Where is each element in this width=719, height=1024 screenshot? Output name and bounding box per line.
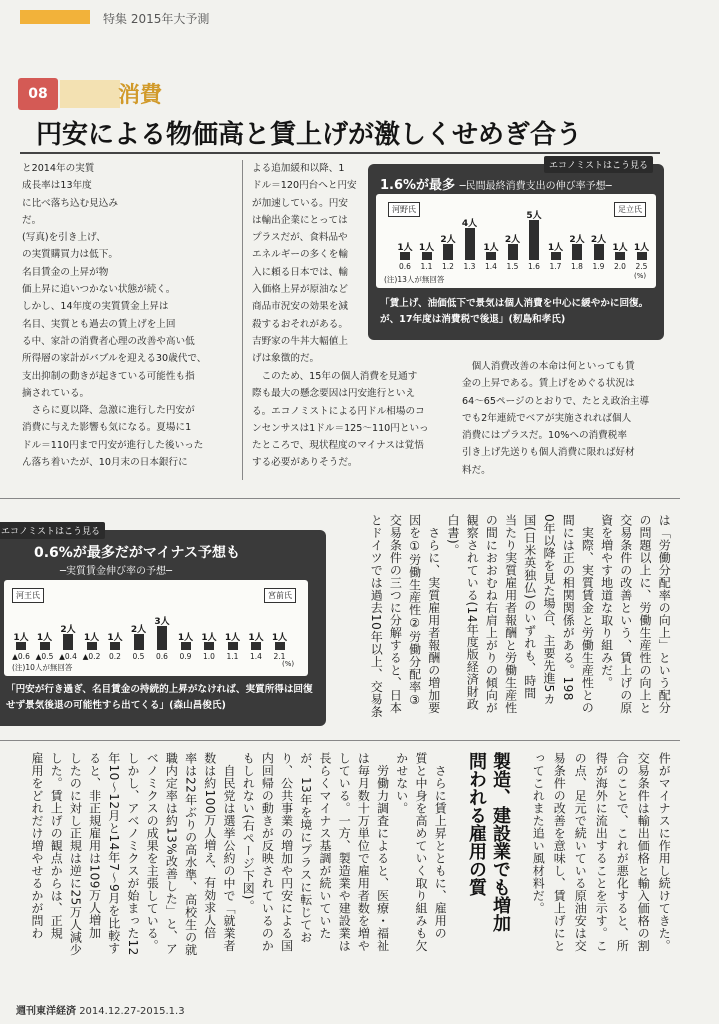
vertical-text-line: かせない。 bbox=[394, 752, 409, 815]
text-line: る中、家計の消費者心理の改善や高い低 bbox=[22, 335, 195, 347]
vertical-text-line: 易条件の改善を意味し、賃上げにと bbox=[552, 752, 567, 952]
vertical-text-line: 観察されている(14年度版経済財政 bbox=[465, 514, 480, 711]
vertical-text-line: 0年以降を見た場合、主要先進5カ bbox=[542, 514, 556, 706]
chart-bar bbox=[204, 642, 214, 650]
text-line: しかし、14年度の実質賃金上昇は bbox=[22, 301, 169, 313]
chart-panel-consumption bbox=[368, 161, 664, 340]
vertical-text-line: 交易条件は輸出価格と輸入価格の割 bbox=[636, 752, 651, 952]
vertical-text-line: ってこれまた追い風材料だ。 bbox=[531, 752, 546, 915]
chart-bar bbox=[572, 244, 582, 260]
text-line: エネルギーの多くを輸 bbox=[252, 249, 348, 261]
chart-tick-label: 1.5 bbox=[506, 262, 519, 271]
chart-tag: エコノミストはこう見る bbox=[544, 156, 653, 173]
text-line: する必要がありそうだ。 bbox=[252, 457, 358, 469]
chart-bar bbox=[63, 634, 73, 650]
text-line: 名目、実質とも過去の賃上げを上回 bbox=[22, 318, 176, 330]
vertical-text-line: 交易条件の三つに分解すると、日本 bbox=[388, 514, 403, 714]
text-line: が加速している。円安 bbox=[252, 197, 348, 209]
text-line: 価上昇に追いつかない状態が続く。 bbox=[22, 284, 176, 296]
body-column-2 bbox=[252, 160, 364, 368]
chart-title-main: 0.6%が最多だがマイナス予想も bbox=[34, 545, 240, 561]
text-line: でも2年連続でベアが実施されれば個人 bbox=[462, 412, 632, 424]
chart-data-label: 1人 bbox=[418, 243, 435, 253]
vertical-text-line: 職内定率は約13%改善した」と、ア bbox=[164, 752, 179, 956]
vertical-text-line: ベノミクスの成果を主張している。 bbox=[145, 752, 160, 952]
chart-tick-label: 1.9 bbox=[592, 262, 605, 271]
chart-tick-label: 0.9 bbox=[179, 652, 192, 661]
chart-plot-area bbox=[376, 194, 656, 288]
section-divider-lower bbox=[0, 740, 680, 741]
text-line: だ。 bbox=[22, 214, 42, 226]
vertical-text-line: さらに、実質雇用者報酬の増加要 bbox=[426, 514, 441, 714]
chart-data-label: 1人 bbox=[177, 633, 194, 643]
chart-data-label: 3人 bbox=[154, 617, 170, 627]
chart-bar bbox=[110, 642, 120, 650]
chart-tick-label: 0.2 bbox=[109, 652, 121, 661]
chart-tick-label: ▲0.6 bbox=[12, 652, 30, 661]
chart-tick-label: 1.4 bbox=[250, 652, 262, 661]
chart-bar bbox=[508, 244, 518, 260]
subheading-line-1: 製造、建設業でも増加 bbox=[490, 752, 511, 932]
text-line: 入に頼る日本では、輸 bbox=[252, 266, 348, 278]
chart-bar bbox=[443, 244, 453, 260]
chart-tick-label: ▲0.2 bbox=[82, 652, 101, 661]
text-line: ドル＝110円まで円安が進行した後いった bbox=[22, 439, 204, 451]
vertical-text-line: 質と中身を高めていく取り組みも欠 bbox=[414, 752, 428, 952]
chart-data-label: 1人 bbox=[633, 243, 650, 253]
chart-data-label: 1人 bbox=[612, 243, 628, 253]
chart-tick-label: 2.0 bbox=[614, 262, 626, 271]
vertical-text-line: している。一方、製造業や建設業は bbox=[337, 752, 352, 952]
chart-bar bbox=[637, 252, 647, 260]
chart-bar bbox=[157, 626, 167, 650]
vertical-text-line: とドイツでは過去10年以上、交易条 bbox=[369, 514, 384, 718]
chart-tick-label: 1.1 bbox=[420, 262, 433, 271]
vertical-text-line: した。賃上げの観点からは、正規 bbox=[49, 752, 64, 940]
vertical-text-line: 率は22年ぶりの高水準、高校生の就 bbox=[183, 752, 198, 956]
chart-data-label: 2人 bbox=[130, 625, 147, 635]
header-title: 2015年大予測 bbox=[130, 12, 210, 26]
vertical-text-line: 自民党は選挙公約の中で「就業者 bbox=[222, 752, 236, 952]
article-headline: 円安による物価高と賃上げが激しくせめぎ合う bbox=[36, 120, 583, 150]
page-footer bbox=[16, 1002, 185, 1017]
text-line: 所得層の家計がバブルを迎える30歳代で、 bbox=[22, 353, 207, 365]
body-column-3 bbox=[462, 358, 662, 479]
text-line: 入価格上昇が原油など bbox=[252, 284, 348, 296]
text-line: 名目賃金の上昇が物 bbox=[22, 266, 109, 278]
chart-bar bbox=[275, 642, 285, 650]
column-divider bbox=[242, 160, 243, 480]
chart-tick-label: 0.5 bbox=[132, 652, 145, 661]
vertical-text-line: 件がマイナスに作用し続けてきた。 bbox=[657, 752, 672, 952]
vertical-text-line: 得が海外に流出することを示す。こ bbox=[594, 752, 609, 952]
chart-data-label: 1人 bbox=[36, 633, 53, 643]
vertical-text-line: 内回帰の動きが反映されているのか bbox=[260, 752, 275, 952]
chart-unit: (%) bbox=[634, 272, 647, 280]
text-line: 殺するおそれがある。 bbox=[252, 318, 348, 330]
vertical-text-line: ると、非正規雇用は109万人増加 bbox=[87, 752, 102, 939]
section-label: 消費 bbox=[118, 83, 163, 108]
text-line: (写真)を引き上げ、 bbox=[22, 232, 106, 244]
text-line: 料だ。 bbox=[462, 464, 491, 476]
chart-bar bbox=[486, 252, 496, 260]
chart-tick-label: 1.6 bbox=[528, 262, 540, 271]
chart-bar bbox=[551, 252, 561, 260]
text-line: このため、15年の個人消費を見通す bbox=[252, 371, 418, 382]
vertical-text-line: の点、足元で続いている原油安は交 bbox=[573, 752, 588, 952]
chart-bar bbox=[529, 220, 539, 260]
vertical-text-line: 数は約100万人増え、有効求人倍 bbox=[202, 752, 217, 939]
text-line: さらに夏以降、急激に進行した円安が bbox=[22, 405, 195, 417]
text-line: ンセンサスは1ドル＝125～110円といっ bbox=[252, 422, 429, 434]
chart-data-label: 1人 bbox=[248, 633, 264, 643]
chart-bar bbox=[465, 228, 475, 260]
chart-bar bbox=[87, 642, 97, 650]
vertical-text-line: は「労働分配率の向上」という配分 bbox=[657, 514, 672, 714]
vertical-text-line: 国(日米英独仏)のいずれも、時間 bbox=[522, 514, 537, 700]
chart-data-label: 1人 bbox=[224, 633, 241, 643]
chart-bar bbox=[134, 634, 144, 650]
chart-data-label: 5人 bbox=[526, 211, 542, 221]
vertical-text-line: 実際、実質賃金と労働生産性との bbox=[580, 514, 595, 714]
text-line: は輸出企業にとっては bbox=[252, 214, 348, 226]
section-number-badge: 08 bbox=[18, 78, 58, 110]
vertical-text-line: したのに対し正規は逆に25万人減少 bbox=[68, 752, 83, 956]
chart-data-label: 2人 bbox=[504, 235, 521, 245]
vertical-text-line: 当たり実質雇用者報酬と労働生産性 bbox=[503, 514, 518, 714]
text-line: 消費に与えた影響も気になる。夏場に1 bbox=[22, 422, 192, 434]
chart-tick-label: 1.2 bbox=[442, 262, 454, 271]
chart-bar bbox=[615, 252, 625, 260]
chart-tick-label: 1.0 bbox=[203, 652, 215, 661]
header-section: 特集 bbox=[103, 12, 128, 26]
footer-date: 2014.12.27-2015.1.3 bbox=[79, 1006, 185, 1017]
vertical-text-line: もしれない(右ページ下図)。 bbox=[241, 752, 256, 913]
chart-data-label: 4人 bbox=[461, 219, 478, 229]
text-line: よる追加緩和以降、1 bbox=[252, 163, 345, 174]
text-line: 64～65ページのとおりで、たとえ政治主導 bbox=[462, 395, 650, 407]
chart-unit: (%) bbox=[282, 660, 295, 668]
vertical-text-line: 交易条件の改善という、賃上げの原 bbox=[618, 514, 633, 714]
economist-name-left: 河王氏 bbox=[12, 588, 44, 603]
chart-data-label: 2人 bbox=[60, 625, 76, 635]
text-line: 金の上昇である。賃上げをめぐる状況は bbox=[462, 378, 635, 390]
vertical-text-line: 間には正の相関関係がある。198 bbox=[561, 514, 576, 701]
vertical-text-line: り、公共事業の増加や円安による国 bbox=[279, 752, 294, 952]
economist-name-right: 宮前氏 bbox=[264, 588, 296, 603]
vertical-text-line: 年10～12月と14年7～9月を比較す bbox=[106, 752, 121, 955]
text-line: ドル＝120円台へと円安 bbox=[252, 180, 357, 192]
chart-bar bbox=[251, 642, 261, 650]
chart-note: (注)13人が無回答 bbox=[384, 275, 445, 284]
chart-tick-label: 0.6 bbox=[156, 652, 168, 661]
vertical-text-line: の間におおむね右肩上がりの傾向が bbox=[484, 514, 499, 714]
text-line: と2014年の実質 bbox=[22, 163, 95, 174]
chart-panel-wages bbox=[0, 527, 326, 726]
footer-magazine: 週刊東洋経済 bbox=[16, 1006, 76, 1017]
chart-tick-label: 2.1 bbox=[273, 652, 286, 661]
chart-tick-label: 1.8 bbox=[571, 262, 583, 271]
chart-bar bbox=[40, 642, 50, 650]
vertical-text-line: 雇用をどれだけ増やせるかが問わ bbox=[30, 752, 44, 940]
chart-bar bbox=[594, 244, 604, 260]
chart-tick-label: 1.3 bbox=[463, 262, 476, 271]
vertical-text-line: しかし、アベノミクスが始まった12 bbox=[126, 752, 140, 956]
chart-bar bbox=[16, 642, 26, 650]
chart-tick-label: 1.7 bbox=[549, 262, 562, 271]
chart-tick-label: ▲0.5 bbox=[35, 652, 54, 661]
chart-data-label: 1人 bbox=[397, 243, 413, 253]
text-line: 個人消費改善の本命は何といっても賃 bbox=[462, 361, 635, 372]
chart-caption: 「円安が行き過ぎ、名目賃金の持続的上昇がなければ、実質所得は回復せず景気後退の可能性すら出てくる」(森山昌俊氏) bbox=[6, 684, 313, 711]
text-line: る。エコノミストによる円ドル相場のコ bbox=[252, 405, 425, 417]
subheading-line-2: 問われる雇用の質 bbox=[466, 752, 487, 896]
body-column-2-lower bbox=[252, 368, 450, 472]
chart-title bbox=[380, 174, 612, 193]
text-line: ん落ち着いたが、10月末の日本銀行に bbox=[22, 457, 188, 469]
text-line: たところで、現状程度のマイナスは覚悟 bbox=[252, 440, 424, 452]
vertical-text-line: は毎月数十万単位で雇用者数を増や bbox=[356, 752, 371, 952]
vertical-text-line: 長らくマイナス基調が続いていた bbox=[318, 752, 332, 940]
chart-data-label: 1人 bbox=[547, 243, 564, 253]
text-line: に比べ落ち込む見込み bbox=[22, 197, 118, 209]
chart-tick-label: 1.1 bbox=[226, 652, 239, 661]
chart-subtitle: ─民間最終消費支出の伸び率予想─ bbox=[459, 181, 612, 192]
vertical-text-line: 資を増やす地道な取り組みだ。 bbox=[599, 514, 614, 689]
body-column-1 bbox=[22, 160, 236, 471]
vertical-text-line: が、13年を境にプラスに転じてお bbox=[298, 752, 313, 944]
chart-tick-label: 0.6 bbox=[399, 262, 411, 271]
text-line: の実質購買力は低下。 bbox=[22, 249, 118, 261]
chart-tick-label: 1.4 bbox=[485, 262, 497, 271]
vertical-text-line: の問題以上に、労働生産性の向上と bbox=[638, 514, 652, 714]
vertical-text-line: 白書)。 bbox=[446, 514, 460, 557]
text-line: 吉野家の牛丼大幅値上 bbox=[252, 335, 348, 347]
header-color-bar bbox=[20, 10, 90, 24]
vertical-text-line: 因を①労働生産性②労働分配率③ bbox=[407, 514, 422, 708]
chart-data-label: 2人 bbox=[569, 235, 585, 245]
chart-tick-label: ▲0.4 bbox=[59, 652, 77, 661]
vertical-text-line: さらに賃上昇とともに、雇用の bbox=[433, 752, 448, 940]
section-divider bbox=[0, 498, 680, 499]
chart-bar bbox=[181, 642, 191, 650]
chart-note: (注)10人が無回答 bbox=[12, 663, 73, 672]
chart-data-label: 1人 bbox=[201, 633, 217, 643]
economist-name-right: 足立氏 bbox=[614, 202, 646, 217]
headline-rule bbox=[20, 152, 660, 154]
economist-name-left: 河野氏 bbox=[388, 202, 420, 217]
chart-data-label: 1人 bbox=[13, 633, 29, 643]
text-line: 成長率は13年度 bbox=[22, 180, 92, 192]
vertical-text-line: 労働力調査によると、医療・福祉 bbox=[375, 752, 390, 952]
chart-tick-label: 2.5 bbox=[635, 262, 648, 271]
text-line: プラスだが、食料品や bbox=[252, 232, 348, 244]
chart-data-label: 1人 bbox=[83, 633, 100, 643]
chart-data-label: 2人 bbox=[590, 235, 607, 245]
chart-title-main: 1.6%が最多 bbox=[380, 178, 456, 193]
chart-caption: 「賃上げ、油価低下で景気は個人消費を中心に緩やかに回復。が、17年度は消費税で後退」(籾島和孝氏) bbox=[380, 298, 649, 325]
chart-tag: エコノミストはこう見る bbox=[0, 522, 105, 539]
text-line: げは象徴的だ。 bbox=[252, 353, 320, 365]
chart-data-label: 1人 bbox=[107, 633, 123, 643]
header-text bbox=[103, 10, 209, 27]
chart-plot-area bbox=[4, 580, 308, 676]
running-header bbox=[0, 0, 719, 34]
text-line: 際も最大の懸念要因は円安進行といえ bbox=[252, 388, 416, 400]
chart-bar bbox=[228, 642, 238, 650]
vertical-text-line: 合のことで、これが悪化すると、所 bbox=[615, 752, 630, 952]
chart-data-label: 2人 bbox=[440, 235, 456, 245]
chart-data-label: 1人 bbox=[483, 243, 499, 253]
text-line: 引き上げ先送りも個人消費に限れば好材 bbox=[462, 447, 635, 459]
text-line: 支出抑制の動きが起きている可能性も指 bbox=[22, 370, 195, 382]
text-line: 摘されている。 bbox=[22, 387, 90, 399]
text-line: 商品市況安の効果を減 bbox=[252, 301, 348, 313]
chart-bar bbox=[422, 252, 432, 260]
chart-subtitle: ─実質賃金伸び率の予想─ bbox=[60, 566, 173, 577]
chart-bar bbox=[400, 252, 410, 260]
chart-data-label: 1人 bbox=[271, 633, 288, 643]
section-band bbox=[60, 80, 120, 108]
text-line: 消費にはプラスだ。10%への消費税率 bbox=[462, 430, 627, 442]
